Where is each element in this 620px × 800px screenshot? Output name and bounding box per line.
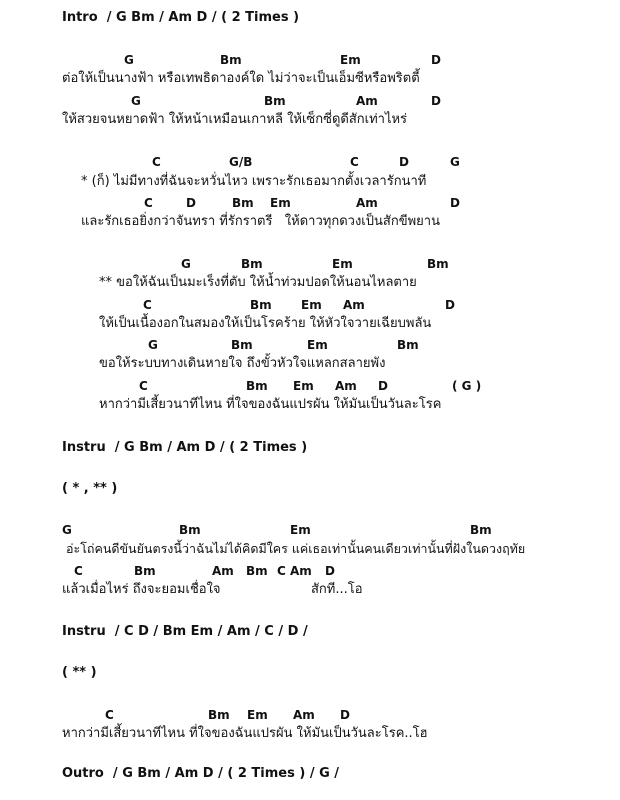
- lyric-line: ขอให้ระบบทางเดินหายใจ ถึงขั้วหัวใจแหลกสลายพัง: [99, 356, 386, 371]
- lyric-line: และรักเธอยิ่งกว่าจันทรา ที่รักราตรี ให้ดาวทุกดวงเป็นสักขีพยาน: [81, 214, 440, 229]
- lyric-line: * (ก็) ไม่มีทางที่ฉันจะหวั่นไหว เพราะรักเธอมากตั้งเวลารักนาที: [81, 174, 427, 189]
- chord: Bm: [264, 94, 286, 108]
- lyric-line: ต่อให้เป็นนางฟ้า หรือเทพธิดาองค์ใด ไม่ว่าจะเป็นเอ็มซีหรือพริตตี้: [62, 71, 420, 86]
- lyric-line: ให้สวยจนหยาดฟ้า ให้หน้าเหมือนเกาหลี ให้เซ็กซี่ดูดีสักเท่าไหร่: [62, 112, 408, 127]
- instru-line: Instru / C D / Bm Em / Am / C / D /: [62, 624, 308, 639]
- chord: Em: [332, 257, 353, 271]
- lyric-line: หากว่ามีเสี้ยวนาทีไหน ที่ใจของฉันแปรผัน ให้มันเป็นวันละโรค: [99, 397, 442, 412]
- lyric-line: หากว่ามีเสี้ยวนาทีไหน ที่ใจของฉันแปรผัน ให้มันเป็นวันละโรค..โฮ: [62, 726, 428, 741]
- chord: Am: [356, 94, 378, 108]
- chord: C Am: [277, 564, 312, 578]
- chord: Em: [340, 53, 361, 67]
- chord: Em: [290, 523, 311, 537]
- chord: Bm: [246, 564, 268, 578]
- chord: Bm: [220, 53, 242, 67]
- chord: C: [74, 564, 83, 578]
- chord: Bm: [427, 257, 449, 271]
- intro-line: Intro / G Bm / Am D / ( 2 Times ): [62, 10, 300, 25]
- chord: Bm: [470, 523, 492, 537]
- lyric-line: อ่ะโถ่คนดีขันยันตรงนี้ว่าฉันไม่ได้คิดมีใคร แค่เธอเท่านั้นคนเดียวเท่านั้นที่ฝังในดวงฤทัย: [62, 541, 526, 556]
- outro-line: Outro / G Bm / Am D / ( 2 Times ) / G /: [62, 766, 340, 781]
- chord: Bm: [179, 523, 201, 537]
- chord: D: [325, 564, 335, 578]
- chord: Am: [212, 564, 234, 578]
- chord: Em: [307, 338, 328, 352]
- repeat-marker: ( * , ** ): [62, 481, 118, 496]
- chord: G/B: [229, 155, 253, 169]
- chord: C: [350, 155, 359, 169]
- chord: D: [450, 196, 460, 210]
- chord: D: [378, 379, 388, 393]
- chord: Bm: [250, 298, 272, 312]
- instru-line: Instru / G Bm / Am D / ( 2 Times ): [62, 440, 308, 455]
- chord: C: [143, 298, 152, 312]
- chord: D: [445, 298, 455, 312]
- chord: Bm: [232, 196, 254, 210]
- chord: Bm: [231, 338, 253, 352]
- chord: C: [105, 708, 114, 722]
- chord: Em: [270, 196, 291, 210]
- chord: D: [431, 53, 441, 67]
- chord: Bm: [246, 379, 268, 393]
- chord: Bm: [241, 257, 263, 271]
- chord: Em: [301, 298, 322, 312]
- chord: C: [152, 155, 161, 169]
- chord: D: [340, 708, 350, 722]
- chord: D: [399, 155, 409, 169]
- chord: ( G ): [452, 379, 482, 393]
- chord: G: [450, 155, 460, 169]
- chord: Am: [343, 298, 365, 312]
- chord: C: [139, 379, 148, 393]
- chord: Bm: [134, 564, 156, 578]
- chord: D: [431, 94, 441, 108]
- lyric-line: แล้วเมื่อไหร่ ถึงจะยอมเชื่อใจ: [62, 582, 221, 597]
- chord: C: [144, 196, 153, 210]
- chord: Em: [293, 379, 314, 393]
- chord: Am: [293, 708, 315, 722]
- chord: Bm: [208, 708, 230, 722]
- chord: G: [62, 523, 72, 537]
- chord: Am: [356, 196, 378, 210]
- chord: G: [181, 257, 191, 271]
- chord: G: [131, 94, 141, 108]
- chord: G: [124, 53, 134, 67]
- chord: Bm: [397, 338, 419, 352]
- chord: Em: [247, 708, 268, 722]
- chord: G: [148, 338, 158, 352]
- chord: Am: [335, 379, 357, 393]
- chord: D: [186, 196, 196, 210]
- lyric-line: ให้เป็นเนื้องอกในสมองให้เป็นโรคร้าย ให้หัวใจวายเฉียบพลัน: [99, 316, 432, 331]
- lyric-line: สักที...โอ: [311, 582, 363, 597]
- repeat-marker: ( ** ): [62, 665, 97, 680]
- lyric-line: ** ขอให้ฉันเป็นมะเร็งที่ตับ ให้น้ำท่วมปอดให้นอนไหลตาย: [99, 275, 417, 290]
